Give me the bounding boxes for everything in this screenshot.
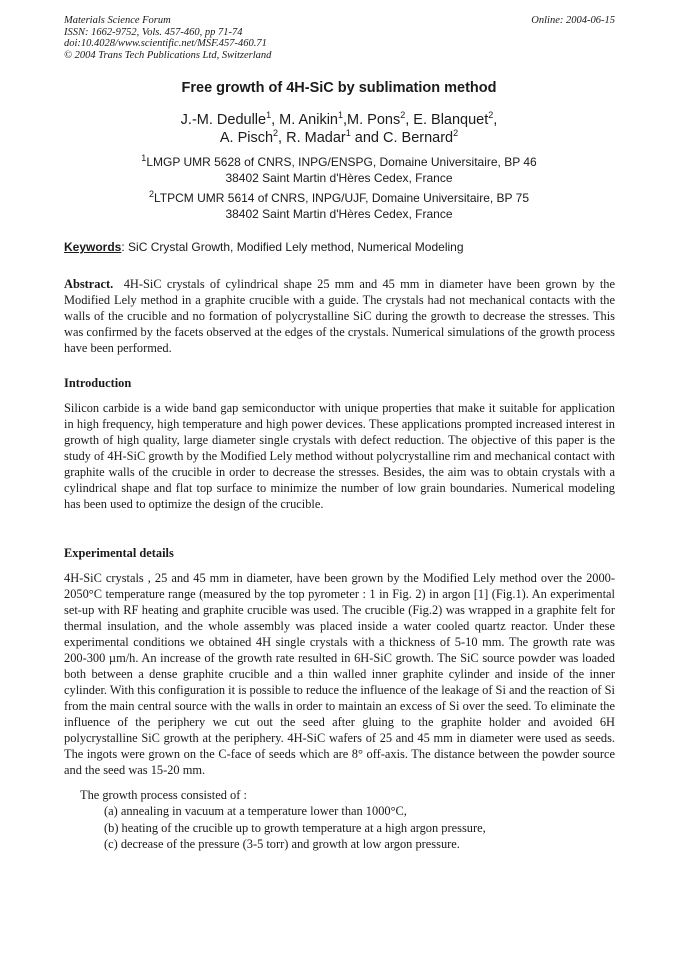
introduction-paragraph: Silicon carbide is a wide band gap semiconductor with unique properties that make it suitable for application in high frequency, high temperature and high power devices. These applications prompted increased interest in growth of high quality, large diameter single crystals with defect reduction. The objective of this paper is the study of 4H-SiC growth by the Modified Lely method without polycrystalline rim and mechanical contact with graphite walls of the crucible in order to decrease the stresses. Besides, the aim was to obtain crystals with a cylindrical shape and flat top surface to minimize the number of low grain boundaries. Numerical modeling has been used to optimize the design of the crucible. [64,401,615,511]
author-name: , R. Madar [278,130,346,146]
keywords-colon: : [121,240,125,254]
author-affiliation-mark: 1 [266,110,272,121]
experimental-heading: Experimental details [64,546,174,560]
author-name: , M. Anikin [271,112,338,128]
keywords-text: SiC Crystal Growth, Modified Lely method, Numerical Modeling [124,240,464,254]
author-name: J.-M. Dedulle [180,112,267,128]
experimental-paragraph: 4H-SiC crystals , 25 and 45 mm in diameter, have been grown by the Modified Lely method over the 2000-2050°C temperature range (measured by the top pyrometer : 1 in Fig. 2) in argon [1] (Fig.1). An experimental set-up with RF heating and graphite crucible was used. The crucible (Fig.2) was wrapped in a graphite felt for thermal insulation, and the whole assembly was placed inside a water cooled quartz reactor. Under these experimental conditions we obtained 4H single crystals with a thickness of 5-10 mm. The growth rate was 200-300 µm/h. An increase of the growth rate resulted in 6H-SiC growth. The SiC source powder was loaded both between a dense graphite crucible and a thin walled inner graphite cylinder and inside of the inner cylinder. With this configuration it is possible to reduce the influence of the leakage of Si and the reaction of Si from the main central source with the walls in order to maintain an excess of Si over the seed. To eliminate the influence of the periphery we cut out the seed after gluing to the graphite holder and avoided 6H polycrystalline SiC growth at the periphery. 4H-SiC wafers of 25 and 45 mm in diameter were used as seeds. The ingots were grown on the C-face of seeds which are 8° off-axis. The distance between the powder source and the seed was 15-20 mm. [64,571,615,777]
copyright-line: © 2004 Trans Tech Publications Ltd, Switzerland [64,49,272,61]
affiliation-2-line-1 [0,191,678,207]
author-list [0,111,678,147]
abstract-label: Abstract. [64,277,114,291]
author-affiliation-mark: 2 [453,128,459,139]
affiliation-2 [0,191,678,222]
affiliation-text: LMGP UMR 5628 of CNRS, INPG/ENSPG, Domaine Universitaire, BP 46 [146,155,537,169]
growth-steps-list [104,803,486,853]
growth-step: (a) annealing in vacuum at a temperature lower than 1000°C, [104,804,407,818]
author-name: A. Pisch [219,130,274,146]
author-affiliation-mark: 2 [488,110,494,121]
abstract-text: 4H-SiC crystals of cylindrical shape 25 mm and 45 mm in diameter have been grown by the Modified Lely method in a graphite crucible with a guide. The crystals had not mechanical contacts with the walls of the crucible and no formation of polycrystalline SiC during the growth to decrease the stresses. This was confirmed by the facets observed at the edges of the crystals. Numerical simulations of the growth process have been performed. [64,277,616,355]
abstract [64,276,615,356]
doi-line: doi:10.4028/www.scientific.net/MSF.457-460.71 [64,38,267,49]
affiliation-mark: 1 [141,153,147,163]
author-affiliation-mark: 2 [400,110,406,121]
affiliation-address: 38402 Saint Martin d'Hères Cedex, France [225,206,453,221]
growth-process-intro: The growth process consisted of : [80,788,247,802]
author-line-2 [0,129,678,147]
online-date: Online: 2004-06-15 [531,15,615,26]
growth-step: (c) decrease of the pressure (3-5 torr) and growth at low argon pressure. [104,837,460,851]
author-affiliation-mark: 2 [273,128,279,139]
introduction-heading: Introduction [64,376,132,390]
keywords-label: Keywords [64,240,122,254]
affiliation-1 [0,155,678,186]
author-separator: , [493,112,498,128]
author-name: and C. Bernard [350,130,454,146]
author-name: , E. Blanquet [405,112,489,128]
affiliation-1-line-1 [0,155,678,171]
journal-name: Materials Science Forum [64,15,171,26]
author-affiliation-mark: 1 [338,110,344,121]
affiliation-address: 38402 Saint Martin d'Hères Cedex, France [225,170,453,185]
paper-title: Free growth of 4H-SiC by sublimation method [181,80,497,96]
growth-step: (b) heating of the crucible up to growth temperature at a high argon pressure, [104,820,486,835]
affiliation-text: LTPCM UMR 5614 of CNRS, INPG/UJF, Domaine Universitaire, BP 75 [154,191,530,205]
keywords [64,240,615,255]
affiliation-mark: 2 [148,189,154,199]
page-header [64,15,615,61]
author-line-1 [0,111,678,129]
author-affiliation-mark: 1 [345,128,351,139]
issn-line: ISSN: 1662-9752, Vols. 457-460, pp 71-74 [64,26,243,38]
author-name: ,M. Pons [343,112,401,128]
